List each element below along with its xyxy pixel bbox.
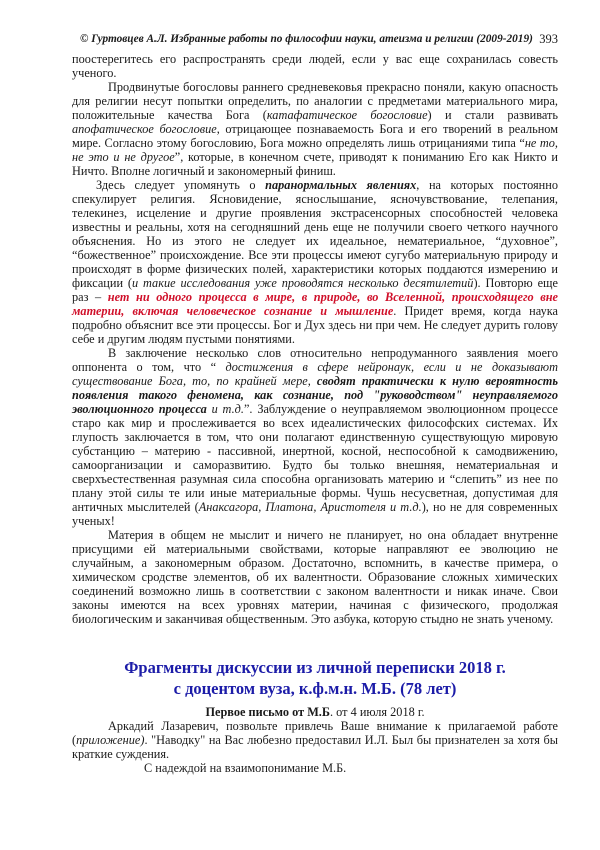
text-segment: и т.д. — [206, 402, 244, 416]
main-text — [72, 52, 558, 626]
letter-closing: С надеждой на взаимопонимание М.Б. — [144, 761, 347, 775]
text-segment: сводят практически к нулю вероятность появления такого феномена, как сознание, под "руководством" неуправляемого эволюционного процесса — [72, 374, 558, 416]
text-segment: Здесь следует упомянуть о — [96, 178, 266, 192]
text-segment: не то, не это и не другое — [72, 136, 558, 164]
letter-body — [72, 719, 558, 761]
letter-heading-bold: Первое письмо от М.Б — [205, 705, 331, 719]
text-segment: , на которых постоянно спекулирует религия. Ясновидение, яснослышание, ясночувствование, телепания, телекинез, исцеление и другие проявления экстрасенсорных способностей человека известны и реальны, хотя на сегодняшний день еще не получили своего четкого научного объяснения. Но из этого не следует их идеальное, нематериальное, “духовное”, “божественное” происхождение. Все эти процессы имеют сугубо материальную природу и происходят в форме физических полей, характеристики которых поддаются измерению и фиксации ( — [72, 178, 558, 290]
text-segment: , отрицающее познаваемость Бога и его творений в реальном мире. Согласно этому богословию, Бога можно определять лишь отрицаниями типа “ — [72, 122, 558, 150]
text-segment: Анаксагора, Платона, Аристотеля и т.д. — [198, 500, 422, 514]
text-segment: Материя в общем не мыслит и ничего не планирует, но она обладает внутренне присущими ей материальными свойствами, которые направляют ее эволюцию не случайным, а закономерным образом. Достаточно, вспомнить, в качестве примера, о химическом сродстве элементов, об их валентности. Образование сложных химических соединений возможно лишь в соответствии с законом валентности и никак иначе. Свои законы имеются на всех уровнях материи, начиная с физического, продолжая биологическим и заканчивая общественным. Это азбука, которую стыдно не знать ученому. — [72, 528, 558, 626]
section-title — [72, 657, 558, 699]
running-title: © Гуртовцев А.Л. Избранные работы по философии науки, атеизма и религии (2009-2019) — [80, 33, 533, 45]
text-segment: В заключение несколько слов относительно непродуманного заявления моего оппонента о том, что “ — [72, 346, 558, 374]
text-segment: ”. Заблуждение о неуправляемом эволюционном процессе старо как мир и прослеживается во всех идеалистических философских системах. Их глупость заключается в том, что они полагают единственную существующую мировую субстанцию – материю - пассивной, инертной, косной, неспособной к самодвижению, самоорганизации и саморазвитию. Будто бы только внешняя, нематериальная и сверхъестественная разумная сила способна организовать материю и “слепить” из нее по плану этой силы те или иные материальные формы. Чушь несусветная, допустимая для античных мыслителей ( — [72, 402, 558, 514]
letter-heading-date: . от 4 июля 2018 г. — [330, 705, 425, 719]
paragraph — [72, 52, 558, 80]
text-segment: . Придет время, когда наука подробно объяснит все эти процессы. Бог и Дух здесь ни при чем. Не следует дурить голову себе и другим людям пустыми понятиями. — [72, 304, 558, 346]
text-segment: Продвинутые богословы раннего средневековья прекрасно поняли, какую опасность для религии несут попытки определить, по аналогии с предметами материального мира, положительные качества Бога ( — [72, 80, 558, 122]
text-segment: . "Наводку" на Вас любезно предоставил И.Л. Был бы признателен за хотя бы краткие суждения. — [72, 733, 558, 761]
text-segment: достижения в сфере нейронаук, если и не доказывают существование Бога, то, по крайней мере, — [72, 360, 558, 388]
text-segment: поостерегитесь его распространять среди людей, если у вас еще сохранилась совесть ученого. — [72, 52, 558, 80]
text-segment: ”, которые, в конечном счете, приводят к пониманию Его как Никто и Ничто. Вполне логичный и закономерный финиш. — [72, 150, 559, 178]
paragraph — [72, 80, 558, 178]
text-segment: катафатическое богословие — [266, 108, 428, 122]
text-segment: ) и стали развивать — [427, 108, 559, 122]
letter-heading — [72, 705, 558, 719]
highlighted-text: нет ни одного процесса в мире, в природе, во Вселенной, происходящего вне материи, включая человеческое сознание и мышление — [72, 290, 559, 318]
text-segment: и такие исследования уже проводятся несколько десятилетий — [132, 276, 474, 290]
paragraph — [72, 528, 558, 626]
paragraph — [72, 178, 558, 346]
letter — [72, 705, 558, 775]
text-segment: Аркадий Лазаревич, позвольте привлечь Ваше внимание к прилагаемой работе ( — [72, 719, 558, 747]
text-segment: паранормальных явлениях — [265, 178, 417, 192]
paragraph — [72, 346, 558, 528]
text-segment: апофатическое богословие — [72, 122, 217, 136]
text-segment: ). Повторю еще раз – — [72, 276, 558, 304]
text-segment: приложение) — [76, 733, 145, 747]
text-segment: ), но не для современных ученых! — [72, 500, 558, 528]
section-title-line-1: Фрагменты дискуссии из личной переписки 2018 г. — [124, 658, 506, 677]
page-number: 393 — [539, 32, 558, 46]
section-title-line-2: с доцентом вуза, к.ф.м.н. М.Б. (78 лет) — [173, 679, 457, 698]
